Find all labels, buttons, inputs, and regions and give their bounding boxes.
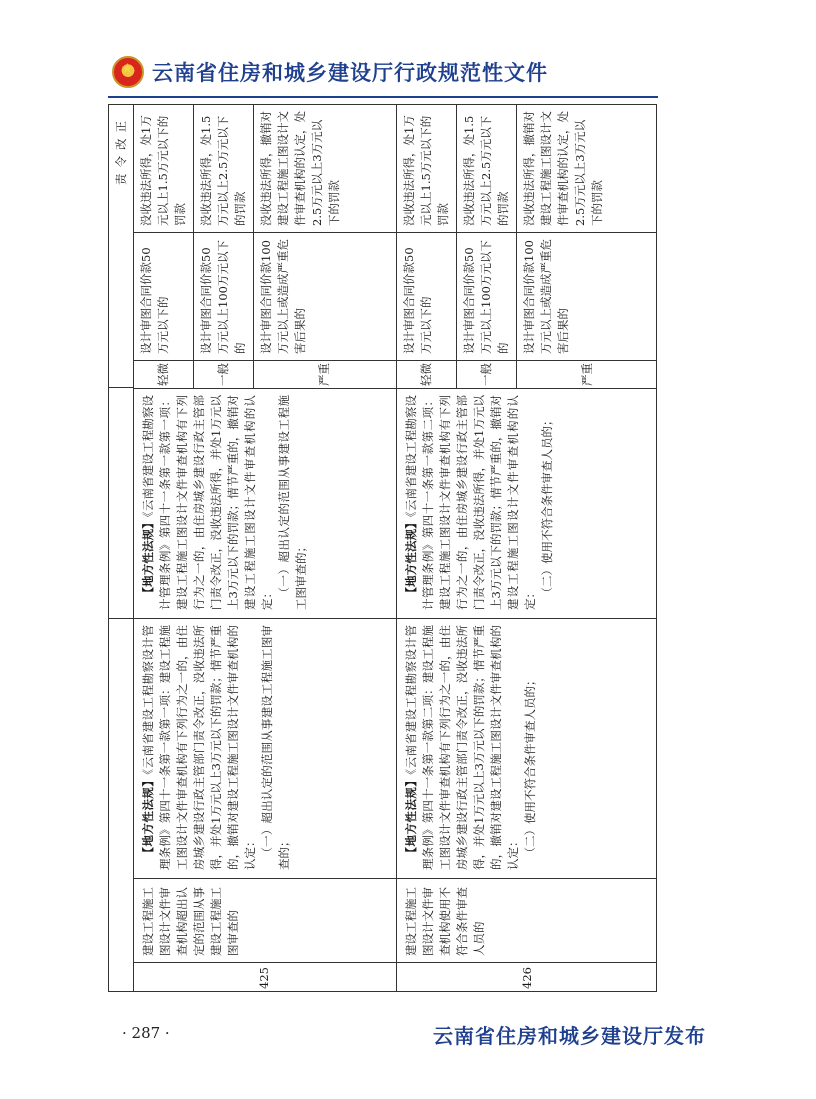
penalty-grades xyxy=(134,105,396,388)
header-cell-blank xyxy=(109,619,133,992)
grade-level: 一般 xyxy=(457,360,516,388)
discretion-basis-item: （一）超出认定的范围从事建设工程施工图审查的； xyxy=(277,395,308,610)
discretion-basis xyxy=(134,388,396,618)
discretion-basis-tag: 【地方性法规】 xyxy=(403,517,418,599)
grade-penalty: 没收违法所得，处1万元以上1.5万元以下的罚款 xyxy=(139,115,187,226)
table-row-425 xyxy=(134,105,397,992)
footer-publisher: 云南省住房和城乡建设厅发布 xyxy=(433,1024,706,1048)
legal-basis-body: 《云南省建设工程勘察设计管理条例》第四十一条第一款第二项：建设工程施工图设计文件审查机构有下列行为之一的，由住房城乡建设行政主管部门责令改正，没收违法所得，并处1万元以上3万元以下的罚款；情节严重的，撤销对建设工程施工图设计文件审查机构的认定： xyxy=(403,624,520,870)
grade-condition: 设计审图合同价款100万元以上或造成严重危害后果的 xyxy=(517,232,658,360)
legal-basis-item: （一）超出认定的范围从事建设工程施工图审查的； xyxy=(260,625,291,870)
grade-level: 一般 xyxy=(194,360,253,388)
legal-basis-body: 《云南省建设工程勘察设计管理条例》第四十一条第一款第一项：建设工程施工图设计文件审查机构有下列行为之一的，由住房城乡建设行政主管部门责令改正，没收违法所得，并处1万元以上3万元以下的罚款；情节严重的，撤销对建设工程施工图设计文件审查机构的认定： xyxy=(141,624,257,870)
legal-basis xyxy=(397,618,658,878)
header-rule xyxy=(108,96,658,98)
discretion-basis-body: 《云南省建设工程勘察设计管理条例》第四十一条第一款第一项：建设工程施工图设计文件审查机构有下列行为之一的，由住房城乡建设行政主管部门责令改正，没收违法所得，并处1万元以上3万元以下的罚款；情节严重的，撤销对建设工程施工图设计文件审查机构的认定： xyxy=(141,394,274,610)
page-number: · 287 · xyxy=(122,1024,170,1042)
legal-basis-tag: 【地方性法规】 xyxy=(403,774,418,859)
discretion-basis-item: （二）使用不符合条件审查人员的； xyxy=(539,414,554,599)
grade-condition: 设计审图合同价款100万元以上或造成严重危害后果的 xyxy=(254,232,396,360)
grade-penalty: 没收违法所得，撤销对建设工程施工图设计文件审查机构的认定，处2.5万元以上3万元以下的罚款 xyxy=(259,111,341,226)
legal-basis-item: （二）使用不符合条件审查人员的； xyxy=(522,674,537,859)
grade-penalty: 没收违法所得，处1万元以上1.5万元以下的罚款 xyxy=(401,115,450,226)
grade-row-general xyxy=(194,105,254,388)
grade-row-serious xyxy=(254,105,396,388)
legal-basis xyxy=(134,618,396,878)
table-header-row xyxy=(109,105,134,992)
grade-penalty: 没收违法所得，处1.5万元以上2.5万元以下的罚款 xyxy=(461,115,510,226)
violation-name: 建设工程施工图设计文件审查机构使用不符合条件审查人员的 xyxy=(397,878,658,962)
penalty-grades xyxy=(397,105,658,388)
national-emblem-icon xyxy=(112,56,144,88)
grade-row-general xyxy=(457,105,517,388)
header-cell-blank xyxy=(109,388,133,619)
grade-row-serious xyxy=(517,105,658,388)
grade-condition: 设计审图合同价款50万元以下的 xyxy=(397,232,456,360)
legal-basis-tag: 【地方性法规】 xyxy=(141,774,155,859)
page-header xyxy=(112,52,548,92)
grade-row-minor xyxy=(134,105,194,388)
grade-level: 严重 xyxy=(517,360,658,388)
grade-condition: 设计审图合同价款50万元以下的 xyxy=(134,232,193,360)
penalty-table xyxy=(108,104,657,992)
violation-name: 建设工程施工图设计文件审查机构超出认定的范围从事建设工程施工图审查的 xyxy=(134,878,396,962)
grade-row-minor xyxy=(397,105,457,388)
grade-level: 轻微 xyxy=(134,360,193,388)
grade-penalty: 没收违法所得，处1.5万元以上2.5万元以下的罚款 xyxy=(199,115,247,226)
table-row-426 xyxy=(397,105,658,992)
discretion-basis-tag: 【地方性法规】 xyxy=(141,517,155,599)
header-cell-correction: 责令改正 xyxy=(109,105,133,388)
grade-level: 严重 xyxy=(254,360,396,388)
grade-condition: 设计审图合同价款50万元以上100万元以下的 xyxy=(194,232,253,360)
record-number: 425 xyxy=(134,962,396,992)
record-number: 426 xyxy=(397,962,658,992)
grade-penalty: 没收违法所得，撤销对建设工程施工图设计文件审查机构的认定，处2.5万元以上3万元以下的罚款 xyxy=(521,111,604,226)
grade-level: 轻微 xyxy=(397,360,456,388)
discretion-basis-body: 《云南省建设工程勘察设计管理条例》第四十一条第一款第二项：建设工程施工图设计文件审查机构有下列行为之一的，由住房城乡建设行政主管部门责令改正，没收违法所得，并处1万元以上3万元以下的罚款；情节严重的，撤销对建设工程施工图设计文件审查机构的认定： xyxy=(403,394,537,610)
grade-condition: 设计审图合同价款50万元以上100万元以下的 xyxy=(457,232,516,360)
header-title: 云南省住房和城乡建设厅行政规范性文件 xyxy=(152,61,548,85)
discretion-basis xyxy=(397,388,658,618)
rotated-table-body xyxy=(109,105,657,992)
